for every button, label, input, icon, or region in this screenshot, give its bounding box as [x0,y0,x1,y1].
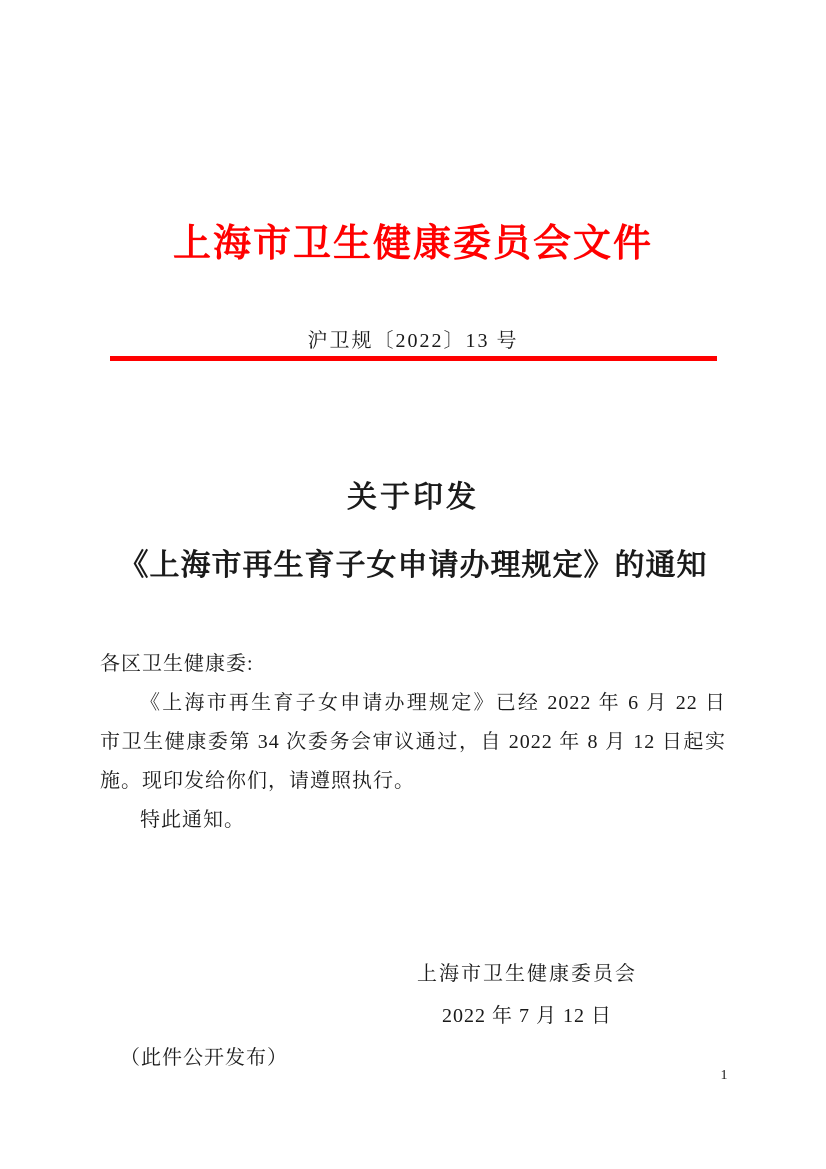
letterhead-org-title: 上海市卫生健康委员会文件 [172,223,653,265]
notice-title-line2: 《上海市再生育子女申请办理规定》的通知 [118,549,708,582]
notice-body [100,645,726,840]
signature-org: 上海市卫生健康委员会 [417,963,637,985]
signature-date: 2022 年 7 月 12 日 [442,1005,612,1027]
publish-note: （此件公开发布） [120,1047,288,1069]
body-line-3: 施。现印发给你们，请遵照执行。 [100,770,415,792]
notice-title-line1: 关于印发 [347,481,479,514]
page-number: 1 [720,1068,728,1083]
body-line-4: 特此通知。 [140,809,245,831]
body-line-2: 市卫生健康委第 34 次委务会审议通过，自 2022 年 8 月 12 日起实 [100,731,726,753]
letterhead-red-rule [110,356,717,361]
body-line-1: 《上海市再生育子女申请办理规定》已经 2022 年 6 月 22 日 [140,692,726,714]
salutation: 各区卫生健康委: [100,653,254,675]
signature-block [327,961,727,1029]
document-number: 沪卫规〔2022〕13 号 [307,330,519,352]
